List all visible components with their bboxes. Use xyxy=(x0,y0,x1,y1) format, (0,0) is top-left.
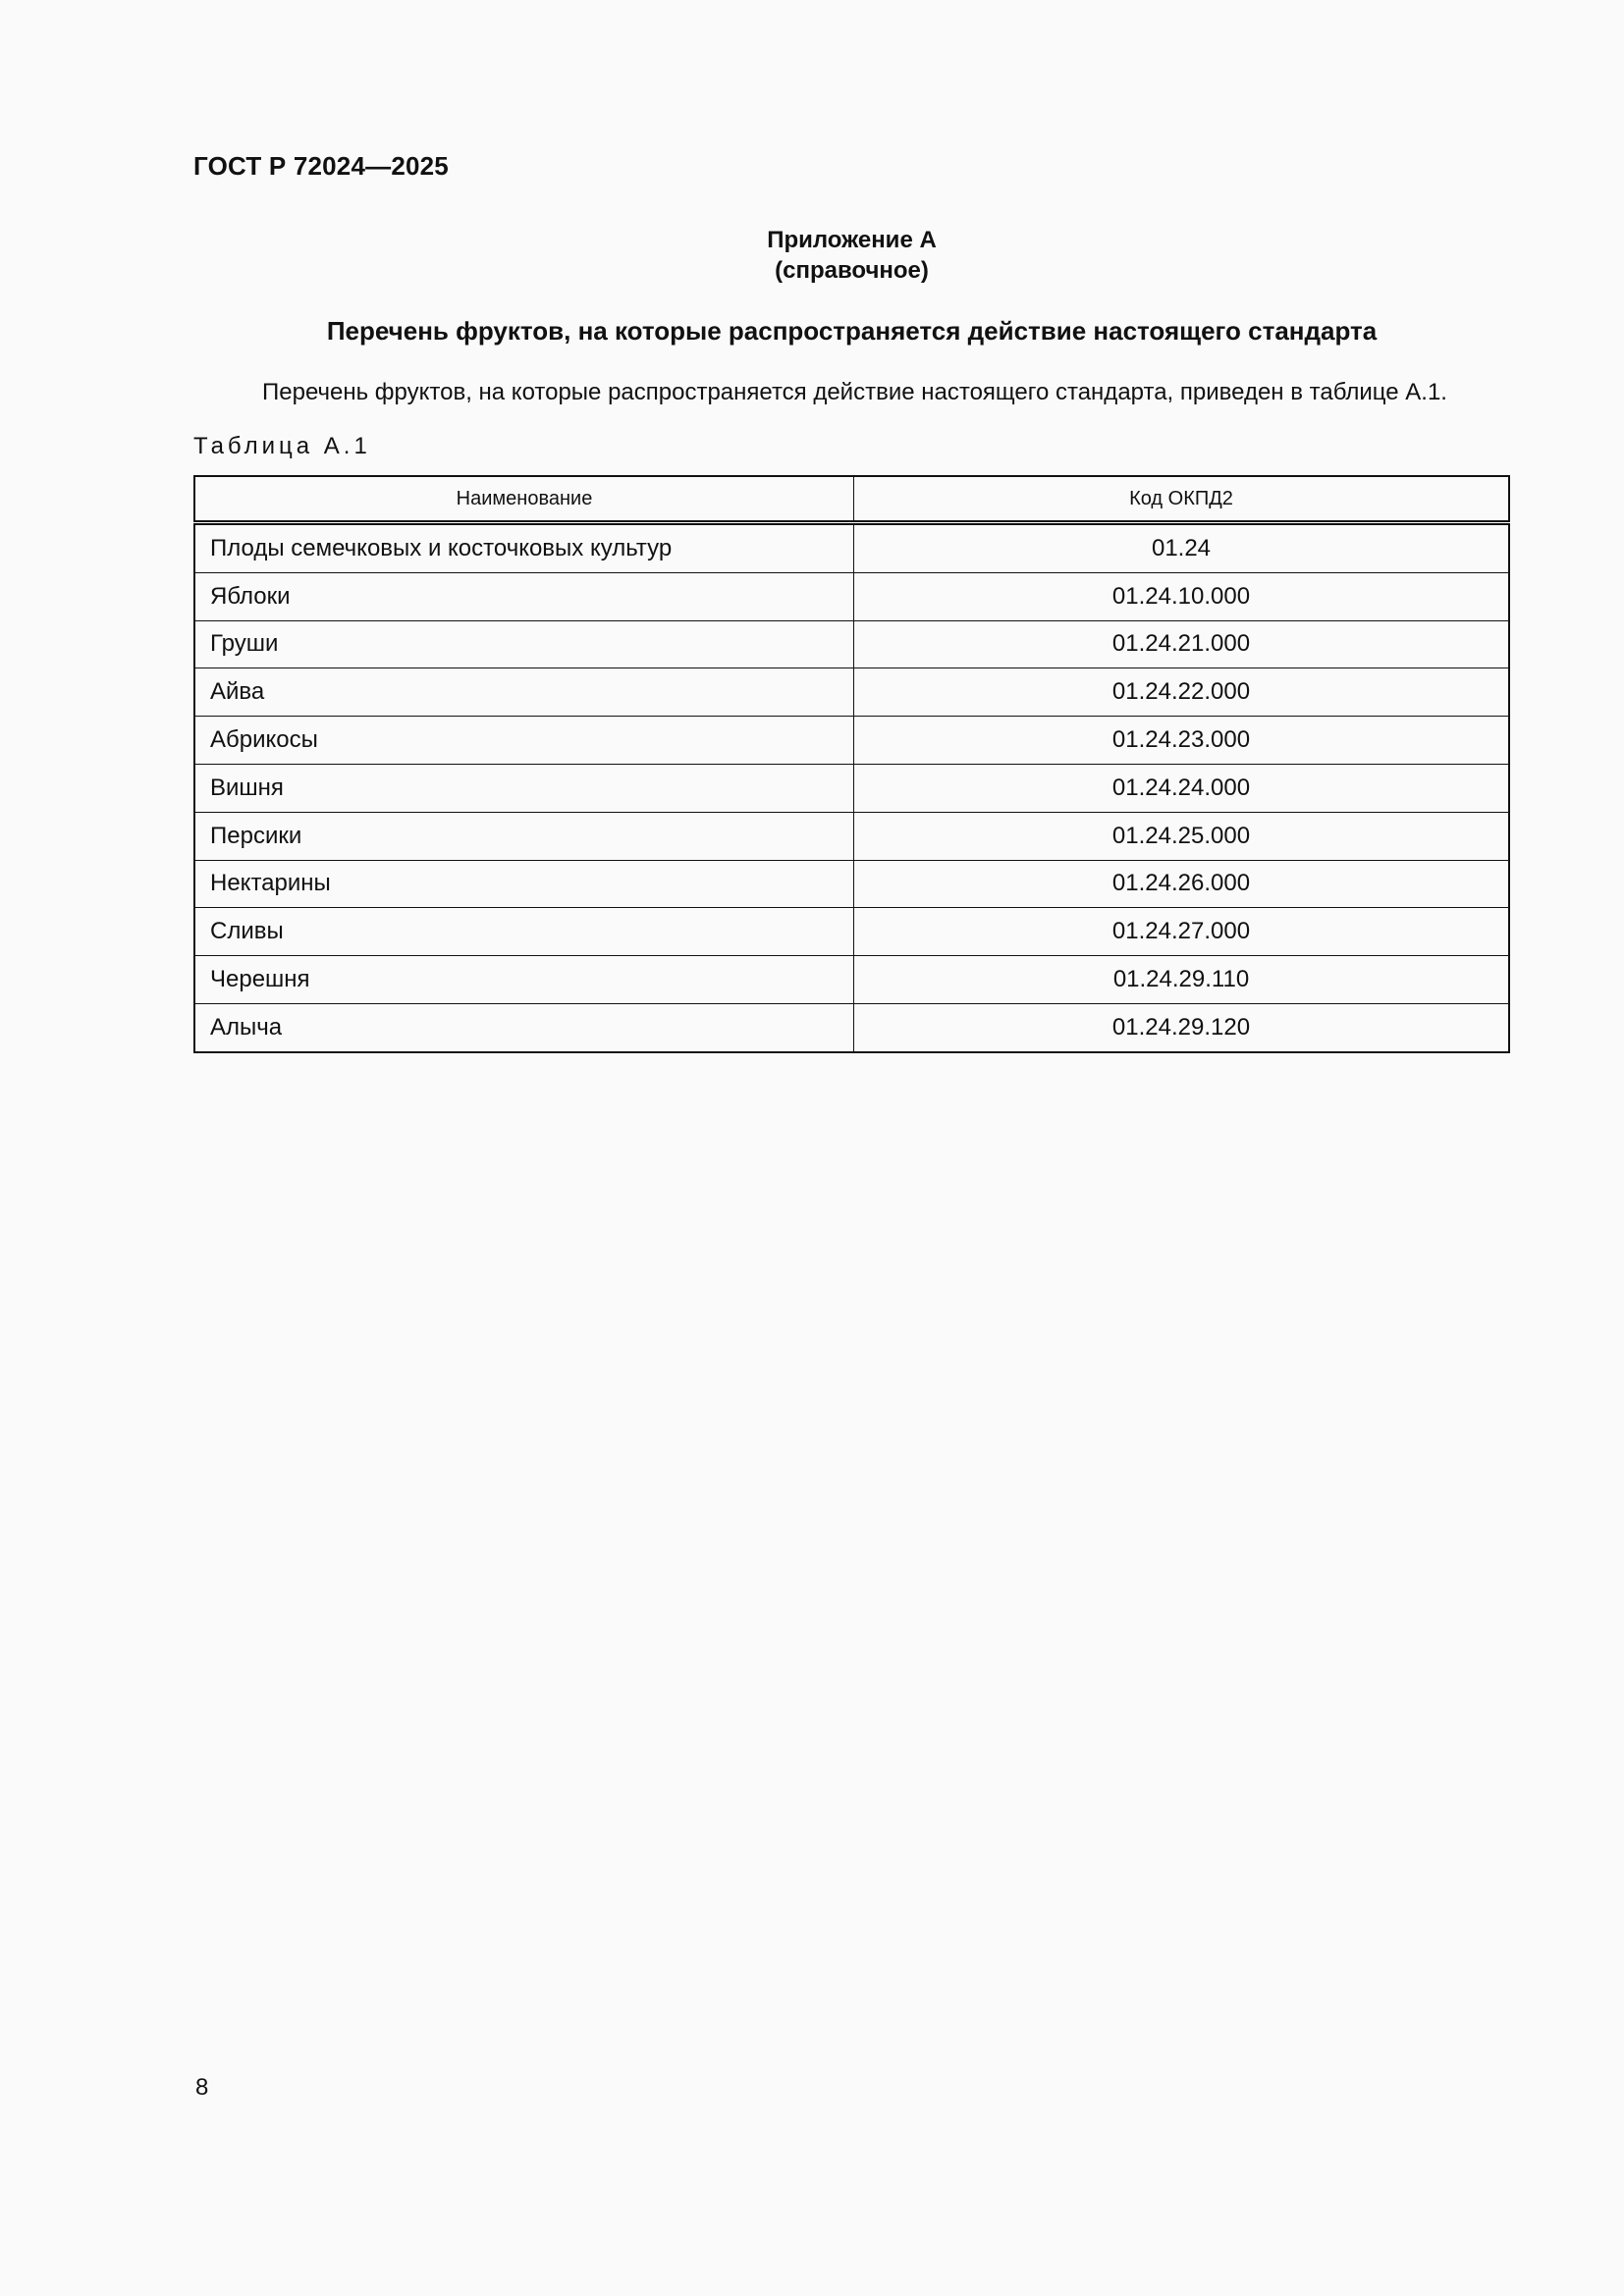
cell-code: 01.24.29.120 xyxy=(854,1003,1510,1051)
table-row xyxy=(194,908,1509,956)
cell-code: 01.24.29.110 xyxy=(854,956,1510,1004)
cell-name: Яблоки xyxy=(194,572,854,620)
cell-name: Алыча xyxy=(194,1003,854,1051)
fruit-table xyxy=(193,475,1510,1053)
appendix-heading xyxy=(193,225,1510,286)
cell-name: Черешня xyxy=(194,956,854,1004)
cell-code: 01.24.22.000 xyxy=(854,668,1510,717)
table-row xyxy=(194,860,1509,908)
cell-name: Айва xyxy=(194,668,854,717)
column-header-code: Код ОКПД2 xyxy=(854,476,1510,523)
table-row xyxy=(194,620,1509,668)
table-row xyxy=(194,764,1509,812)
cell-code: 01.24 xyxy=(854,523,1510,573)
table-row xyxy=(194,668,1509,717)
cell-name: Персики xyxy=(194,812,854,860)
cell-name: Нектарины xyxy=(194,860,854,908)
cell-name: Груши xyxy=(194,620,854,668)
cell-name: Плоды семечковых и косточковых культур xyxy=(194,523,854,573)
section-title: Перечень фруктов, на которые распространяется действие настоящего стандарта xyxy=(326,316,1378,346)
appendix-type: (справочное) xyxy=(775,257,929,284)
table-row xyxy=(194,717,1509,765)
cell-code: 01.24.27.000 xyxy=(854,908,1510,956)
cell-code: 01.24.23.000 xyxy=(854,717,1510,765)
cell-code: 01.24.10.000 xyxy=(854,572,1510,620)
cell-code: 01.24.24.000 xyxy=(854,764,1510,812)
page-number: 8 xyxy=(195,2074,209,2101)
cell-code: 01.24.21.000 xyxy=(854,620,1510,668)
table-row xyxy=(194,523,1509,573)
table-row xyxy=(194,1003,1509,1051)
cell-name: Вишня xyxy=(194,764,854,812)
document-header: ГОСТ Р 72024—2025 xyxy=(193,151,449,181)
intro-paragraph: Перечень фруктов, на которые распространяется действие настоящего стандарта, приведен в таблице А.1. xyxy=(262,379,1447,405)
table-row xyxy=(194,956,1509,1004)
cell-code: 01.24.26.000 xyxy=(854,860,1510,908)
appendix-title: Приложение А xyxy=(767,227,937,253)
table-row xyxy=(194,572,1509,620)
cell-name: Сливы xyxy=(194,908,854,956)
column-header-name: Наименование xyxy=(194,476,854,523)
cell-code: 01.24.25.000 xyxy=(854,812,1510,860)
table-row xyxy=(194,812,1509,860)
table-caption: Таблица А.1 xyxy=(193,433,371,459)
table-header-row xyxy=(194,476,1509,523)
cell-name: Абрикосы xyxy=(194,717,854,765)
